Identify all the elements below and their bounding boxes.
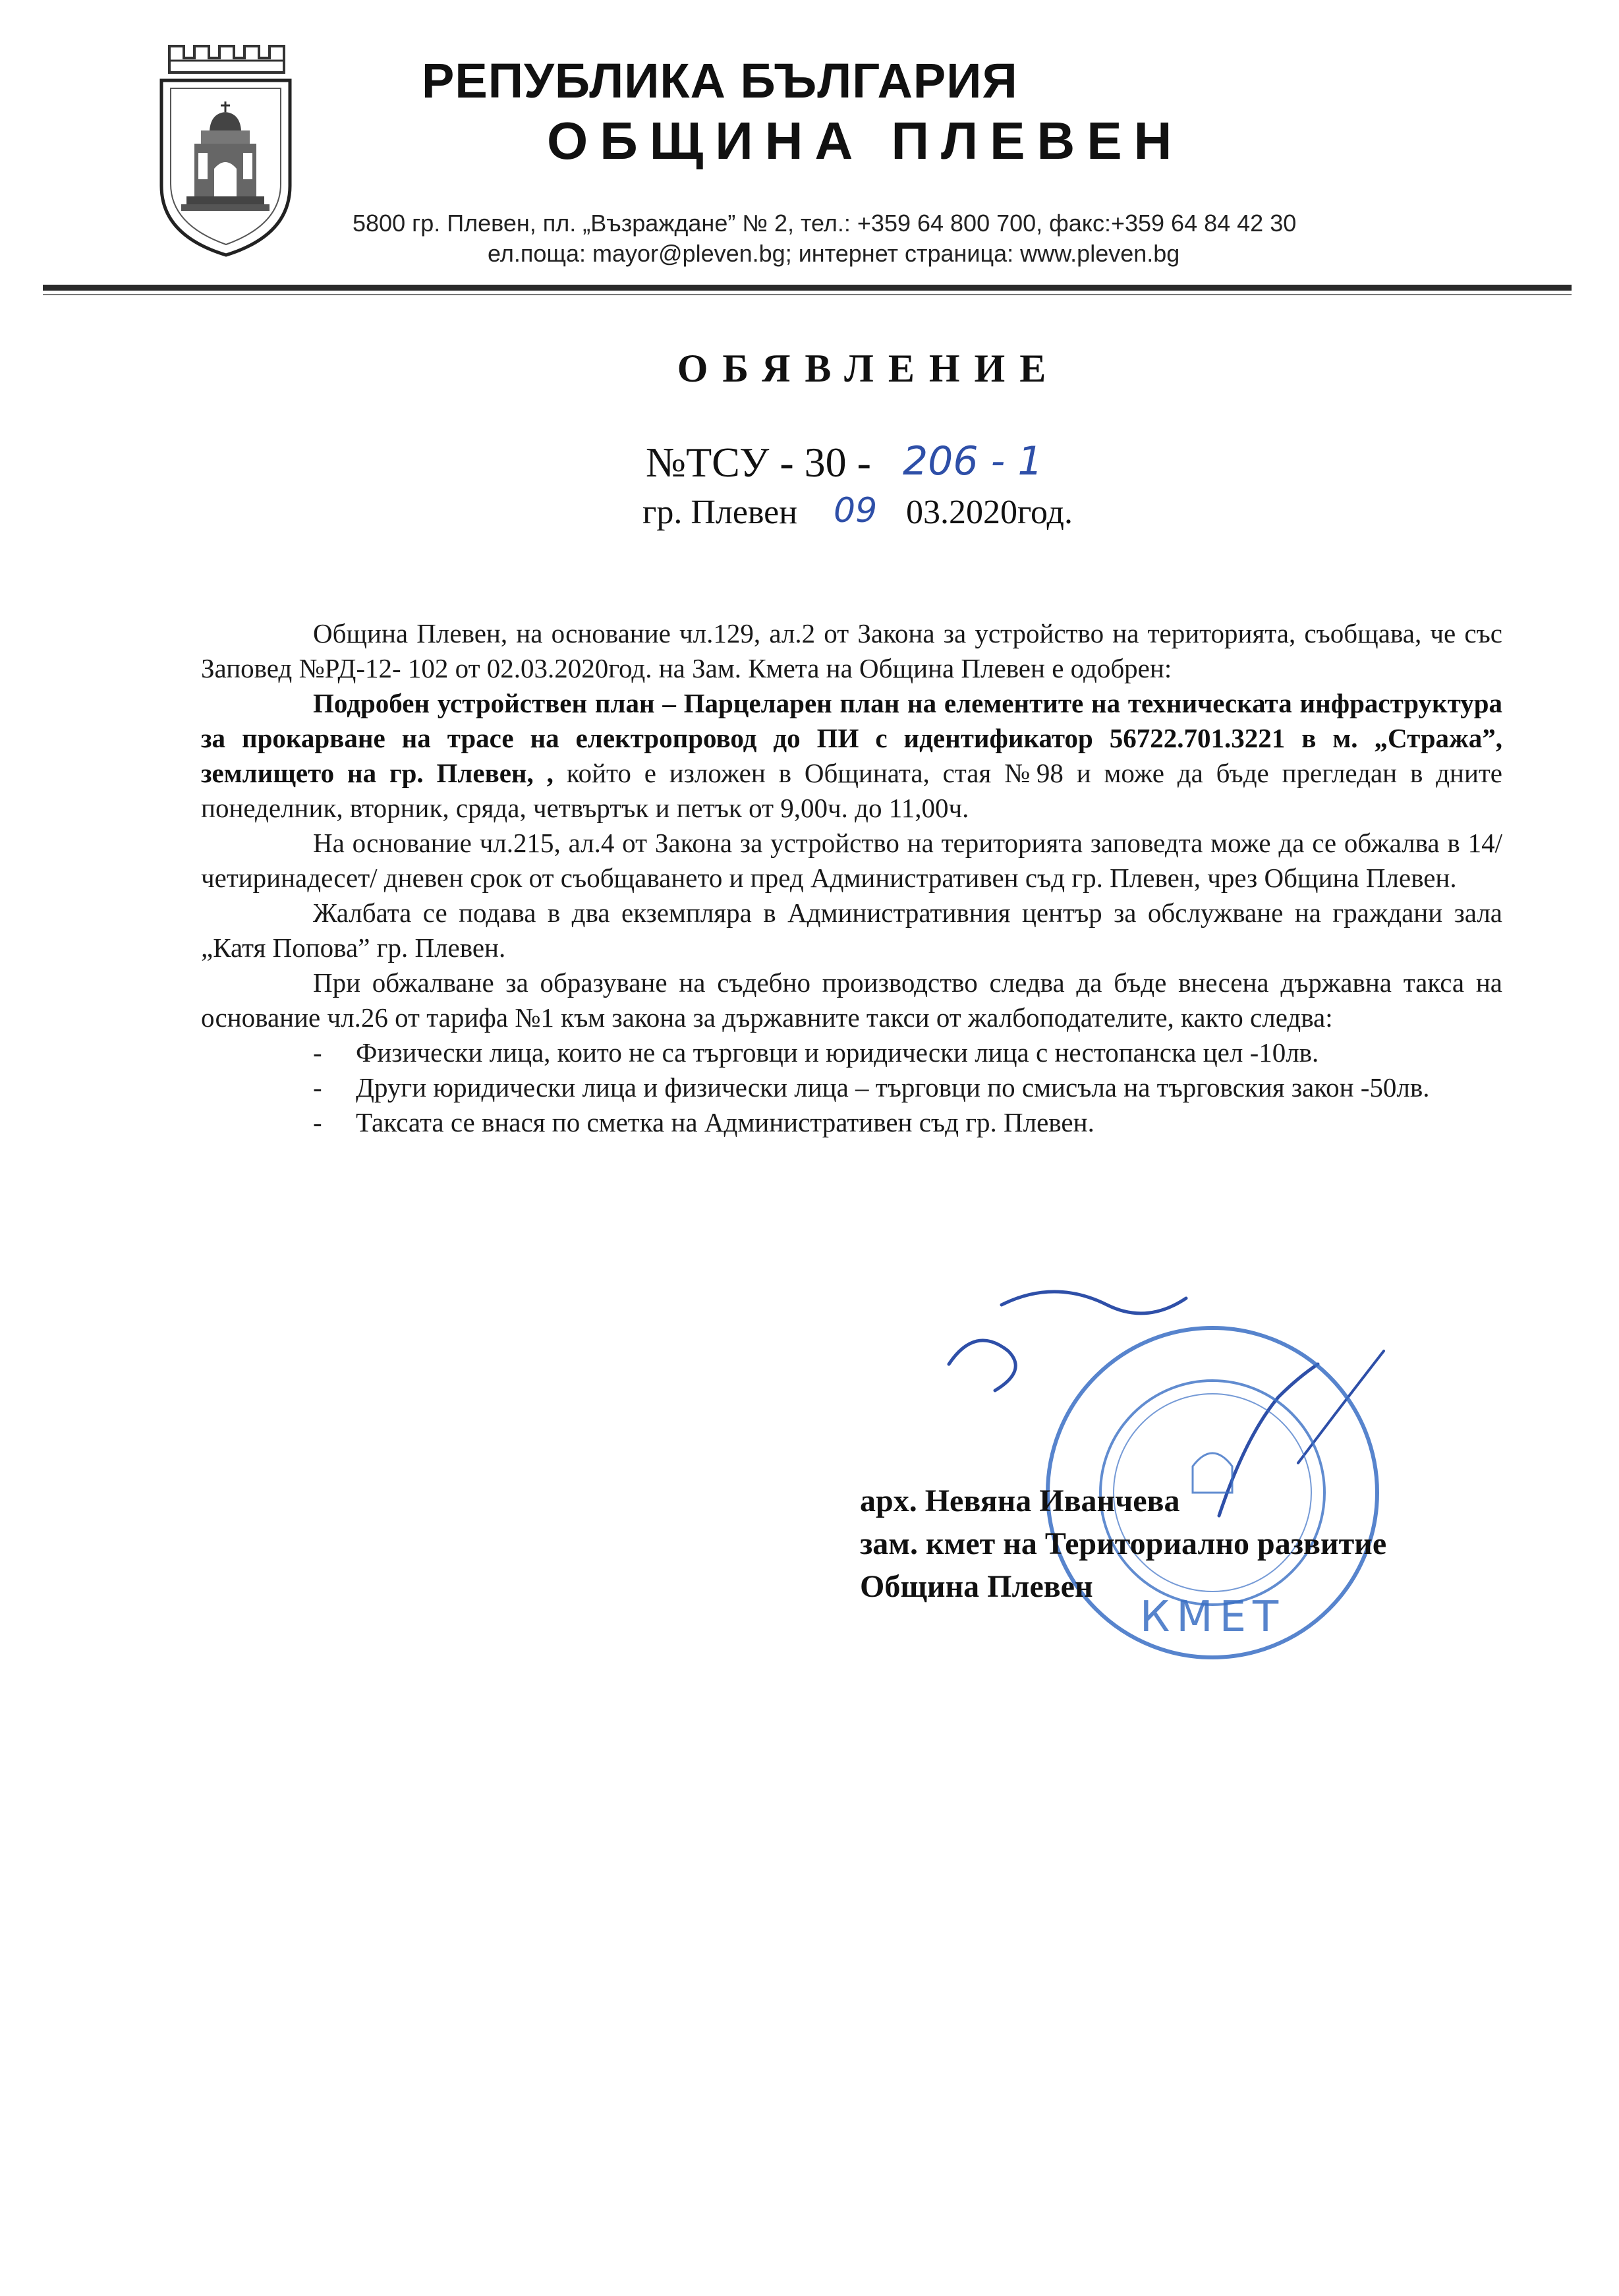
- fee-list: [201, 1035, 1502, 1140]
- stamp-text: КМЕТ: [1139, 1593, 1286, 1642]
- fee-item: - Физически лица, които не са търговци и юридически лица с нестопанска цел -10лв.: [201, 1035, 1502, 1070]
- fee-item: - Таксата се внася по сметка на Административен съд гр. Плевен.: [201, 1105, 1502, 1140]
- paragraph-fees: При обжалване за образуване на съдебно производство следва да бъде внесена държавна такса на основание чл.26 от тарифа №1 към закона за държавните такси от жалбоподателите, както следва:: [201, 967, 1502, 1033]
- document-day-handwritten: 09: [834, 491, 878, 531]
- paragraph-complaint: Жалбата се подава в два екземпляра в Административния център за обслужване на граждани зала „Катя Попова” гр. Плевен.: [201, 898, 1502, 963]
- signatory-name: арх. Невяна Иванчева: [860, 1483, 1180, 1518]
- municipality-heading: ОБЩИНА ПЛЕВЕН: [547, 111, 1184, 170]
- contact-address-line: 5800 гр. Плевен, пл. „Възраждане” № 2, тел.: +359 64 800 700, факс:+359 64 84 42 30: [353, 210, 1297, 237]
- letterhead-divider-thin: [43, 294, 1572, 295]
- document-title: ОБЯВЛЕНИЕ: [677, 347, 1061, 390]
- signatory-position: зам. кмет на Териториално развитие: [860, 1526, 1387, 1561]
- paragraph-plan: [201, 686, 1502, 826]
- document-place: гр. Плевен: [642, 494, 798, 531]
- paragraph-appeal: На основание чл.215, ал.4 от Закона за устройство на територията заповедта може да се обжалва в 14/четиринадесет/ дневен срок от съобщаването и пред Административен съд гр. Плевен, чрез Община Плевен.: [201, 828, 1502, 893]
- contact-web-line: ел.поща: mayor@pleven.bg; интернет страница: www.pleven.bg: [488, 240, 1180, 267]
- document-number-handwritten: 206 - 1: [903, 438, 1043, 484]
- paragraph-intro: Община Плевен, на основание чл.129, ал.2 от Закона за устройство на територията, съобщава, че със Заповед №РД-12- 102 от 02.03.2020год. на Зам. Кмета на Община Плевен е одобрен:: [201, 618, 1502, 683]
- announcement-body: [201, 616, 1502, 1140]
- country-heading: РЕПУБЛИКА БЪЛГАРИЯ: [422, 53, 1018, 108]
- document-number: №ТСУ - 30 -: [646, 439, 871, 486]
- fee-item: - Други юридически лица и физически лица – търговци по смисъла на търговския закон -50лв.: [201, 1070, 1502, 1105]
- plan-description: Подробен устройствен план – Парцеларен план на елементите на техническата инфраструктура за прокарване на трасе на електропровод до ПИ с идентификатор 56722.701.3221 в м. „Стража”, землището на гр. Плевен, ,: [201, 688, 1502, 788]
- signatory-organization: Община Плевен: [860, 1569, 1093, 1604]
- pleven-coat-of-arms-icon: [155, 41, 297, 258]
- plan-viewing-info: който е изложен в Общината, стая №98 и може да бъде прегледан в дните понеделник, вторник, сряда, четвъртък и петък от 9,00ч. до 11,00ч.: [201, 758, 1503, 823]
- letterhead-divider: [43, 285, 1572, 291]
- document-date: 03.2020год.: [906, 494, 1073, 531]
